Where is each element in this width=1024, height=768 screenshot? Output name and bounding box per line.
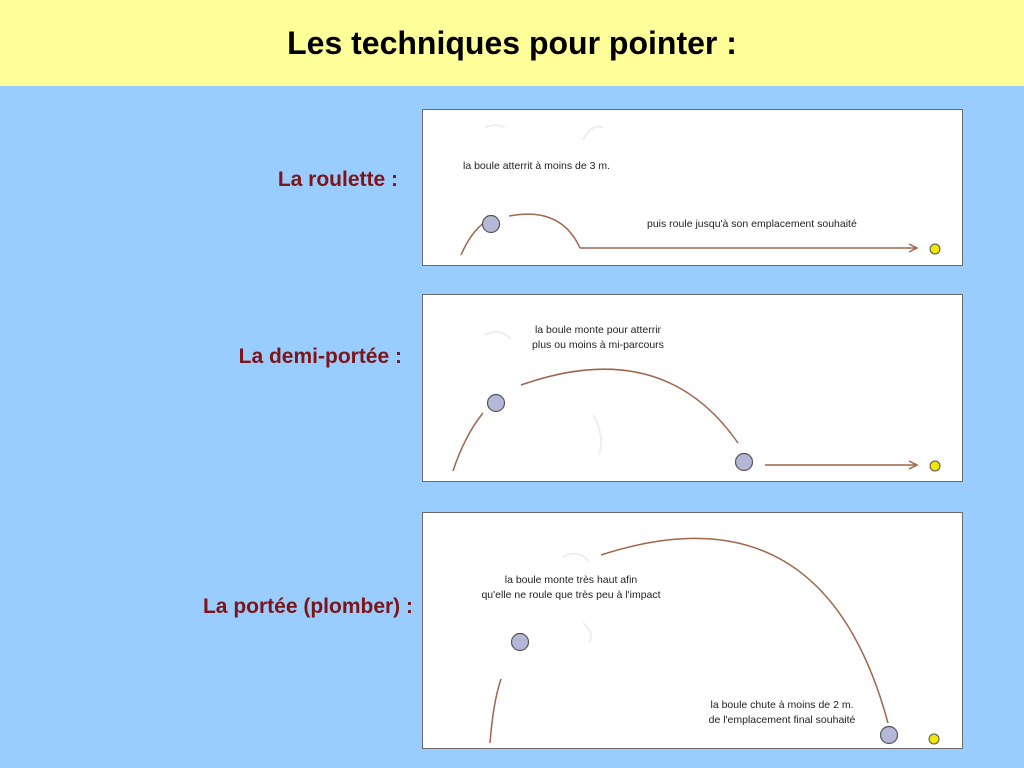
roulette-trajectory-svg: [423, 110, 964, 267]
boule-icon: [483, 216, 500, 233]
cochonnet-icon: [929, 734, 939, 744]
diagram-roulette: [422, 109, 963, 266]
roulette-note-roll: puis roule jusqu'à son emplacement souhaité: [647, 218, 857, 230]
portee-note-fall-line2: de l'emplacement final souhaité: [708, 714, 856, 726]
portee-note-rise-line2: qu'elle ne roule que très peu à l'impact: [481, 589, 661, 601]
roulette-flight-arc: [509, 214, 580, 248]
cochonnet-icon: [930, 244, 940, 254]
cochonnet-icon: [930, 461, 940, 471]
diagram-demi-portee: [422, 294, 963, 482]
portee-note-rise-line1: la boule monte très haut afin: [504, 574, 638, 586]
demi-portee-trajectory-svg: [423, 295, 964, 483]
portee-note-fall-line1: la boule chute à moins de 2 m.: [710, 699, 854, 711]
label-portee-plomber: La portée (plomber) :: [202, 595, 413, 618]
portee-flight-arc: [601, 538, 888, 723]
portee-toss-arc: [490, 679, 501, 743]
demi-portee-note-line2: plus ou moins à mi-parcours: [532, 339, 664, 351]
roulette-note-landing: la boule atterrit à moins de 3 m.: [463, 160, 611, 172]
demi-portee-toss-arc: [453, 413, 483, 471]
label-demi-portee: La demi-portée :: [238, 345, 402, 368]
title-bar: [0, 0, 1024, 86]
boule-landing-icon: [881, 727, 898, 744]
label-roulette: La roulette :: [277, 168, 398, 191]
page-title: Les techniques pour pointer :: [287, 24, 737, 61]
diagram-portee-plomber: [422, 512, 963, 749]
demi-portee-note-line1: la boule monte pour atterrir: [534, 324, 662, 336]
boule-landing-icon: [736, 454, 753, 471]
boule-icon: [512, 634, 529, 651]
roulette-toss-arc: [461, 222, 485, 255]
boule-icon: [488, 395, 505, 412]
demi-portee-flight-arc: [521, 369, 738, 443]
